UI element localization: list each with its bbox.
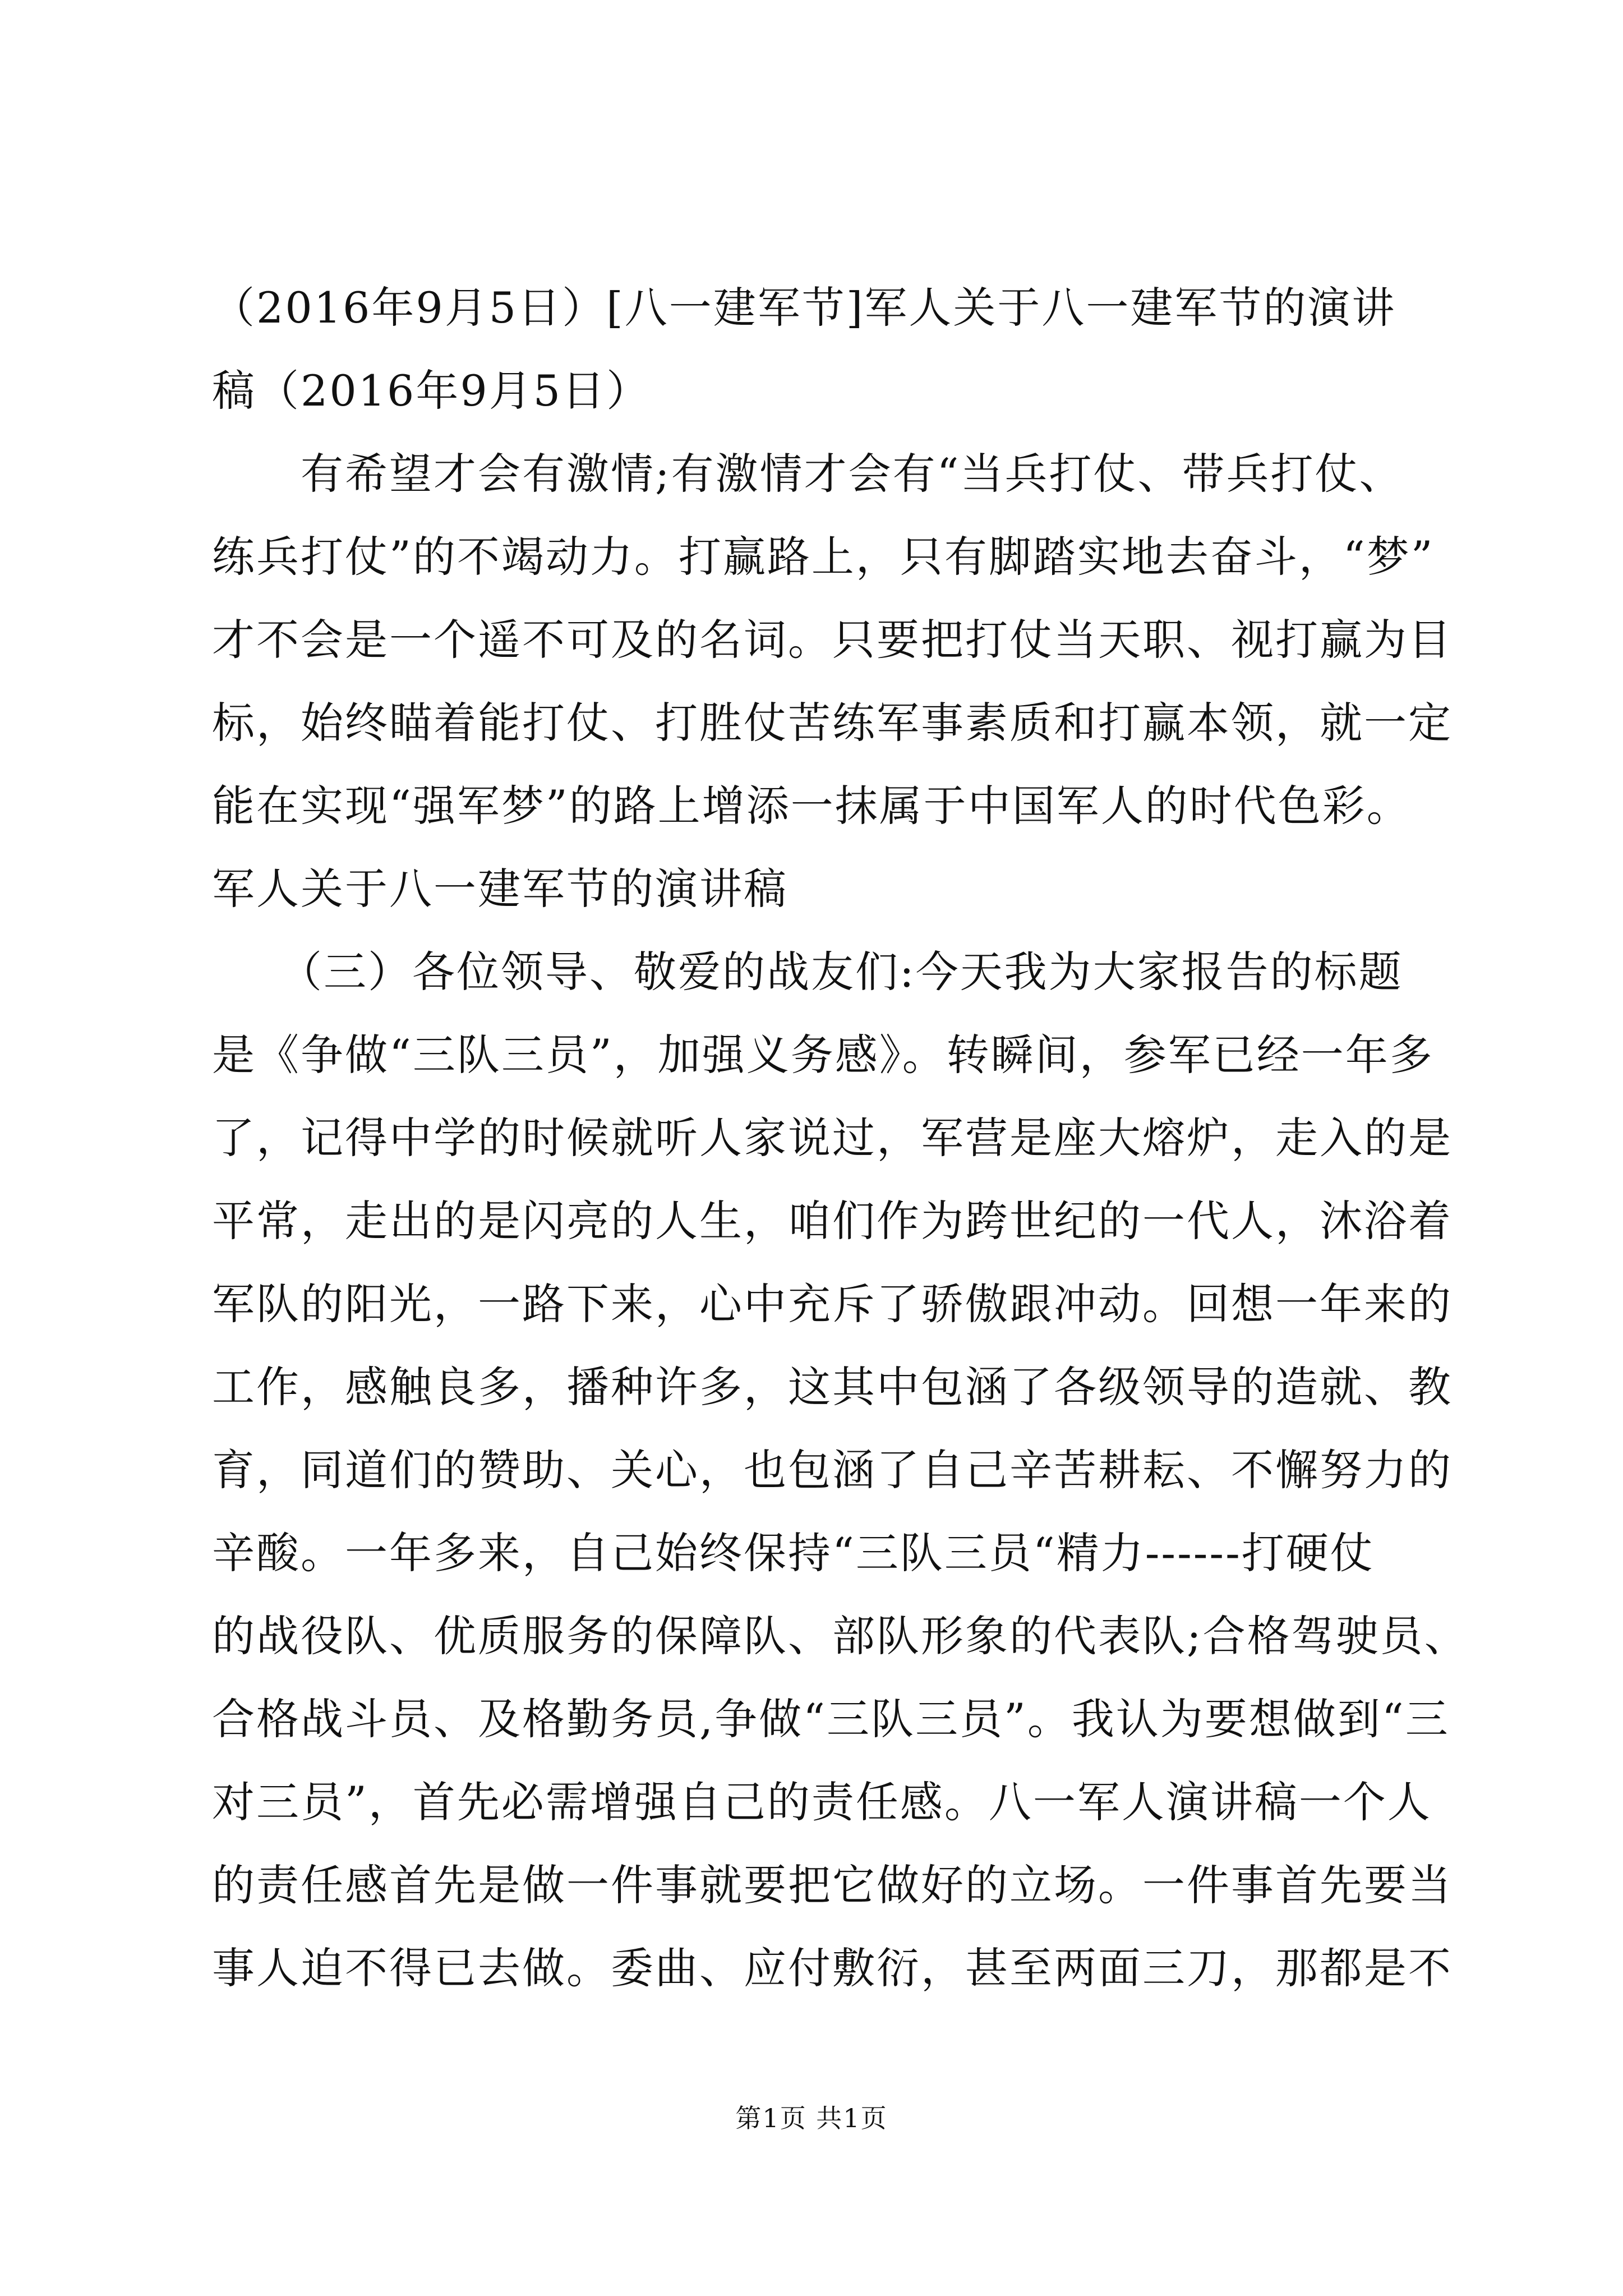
page-footer [0,2101,1623,2135]
text-line: 工作，感触良多，播种许多，这其中包涵了各级领导的造就、教 [212,1362,1453,1412]
body-text [212,266,1469,2010]
text-line: 辛酸。一年多来，自己始终保持“三队三员“精力------打硬仗 [212,1528,1375,1578]
text-line: 稿（2016年9月5日） [212,366,651,416]
text-line: （三）各位领导、敬爱的战友们:今天我为大家报告的标题 [212,947,1403,997]
text-line: 才不会是一个遥不可及的名词。只要把打仗当天职、视打赢为目 [212,615,1453,665]
text-line: 是《争做“三队三员”，加强义务感》。转瞬间，参军已经一年多 [212,1030,1434,1080]
text-line: 合格战斗员、及格勤务员,争做“三队三员”。我认为要想做到“三 [212,1694,1450,1744]
text-line: 对三员”，首先必需增强自己的责任感。八一军人演讲稿一个人 [212,1777,1432,1827]
text-line: 平常，走出的是闪亮的人生，咱们作为跨世纪的一代人，沐浴着 [212,1196,1453,1246]
text-line: 军队的阳光，一路下来，心中充斥了骄傲跟冲动。回想一年来的 [212,1279,1453,1329]
text-line: 有希望才会有激情;有激情才会有“当兵打仗、带兵打仗、 [212,449,1404,499]
text-line: 标，始终瞄着能打仗、打胜仗苦练军事素质和打赢本领，就一定 [212,698,1453,748]
page-number: 第1页 共1页 [735,2103,888,2133]
text-line: 育，同道们的赞助、关心，也包涵了自己辛苦耕耘、不懈努力的 [212,1445,1453,1495]
text-line: 事人迫不得已去做。委曲、应付敷衍，甚至两面三刀，那都是不 [212,1943,1453,1993]
text-line: 的责任感首先是做一件事就要把它做好的立场。一件事首先要当 [212,1860,1453,1910]
text-line: 的战役队、优质服务的保障队、部队形象的代表队;合格驾驶员、 [212,1611,1469,1661]
text-line: 军人关于八一建军节的演讲稿 [212,864,788,914]
text-line: （2016年9月5日）[八一建军节]军人关于八一建军节的演讲 [212,283,1396,333]
text-line: 能在实现“强军梦”的路上增添一抹属于中国军人的时代色彩。 [212,781,1411,831]
text-line: 练兵打仗”的不竭动力。打赢路上，只有脚踏实地去奋斗，“梦” [212,532,1435,582]
text-line: 了，记得中学的时候就听人家说过，军营是座大熔炉，走入的是 [212,1113,1453,1163]
